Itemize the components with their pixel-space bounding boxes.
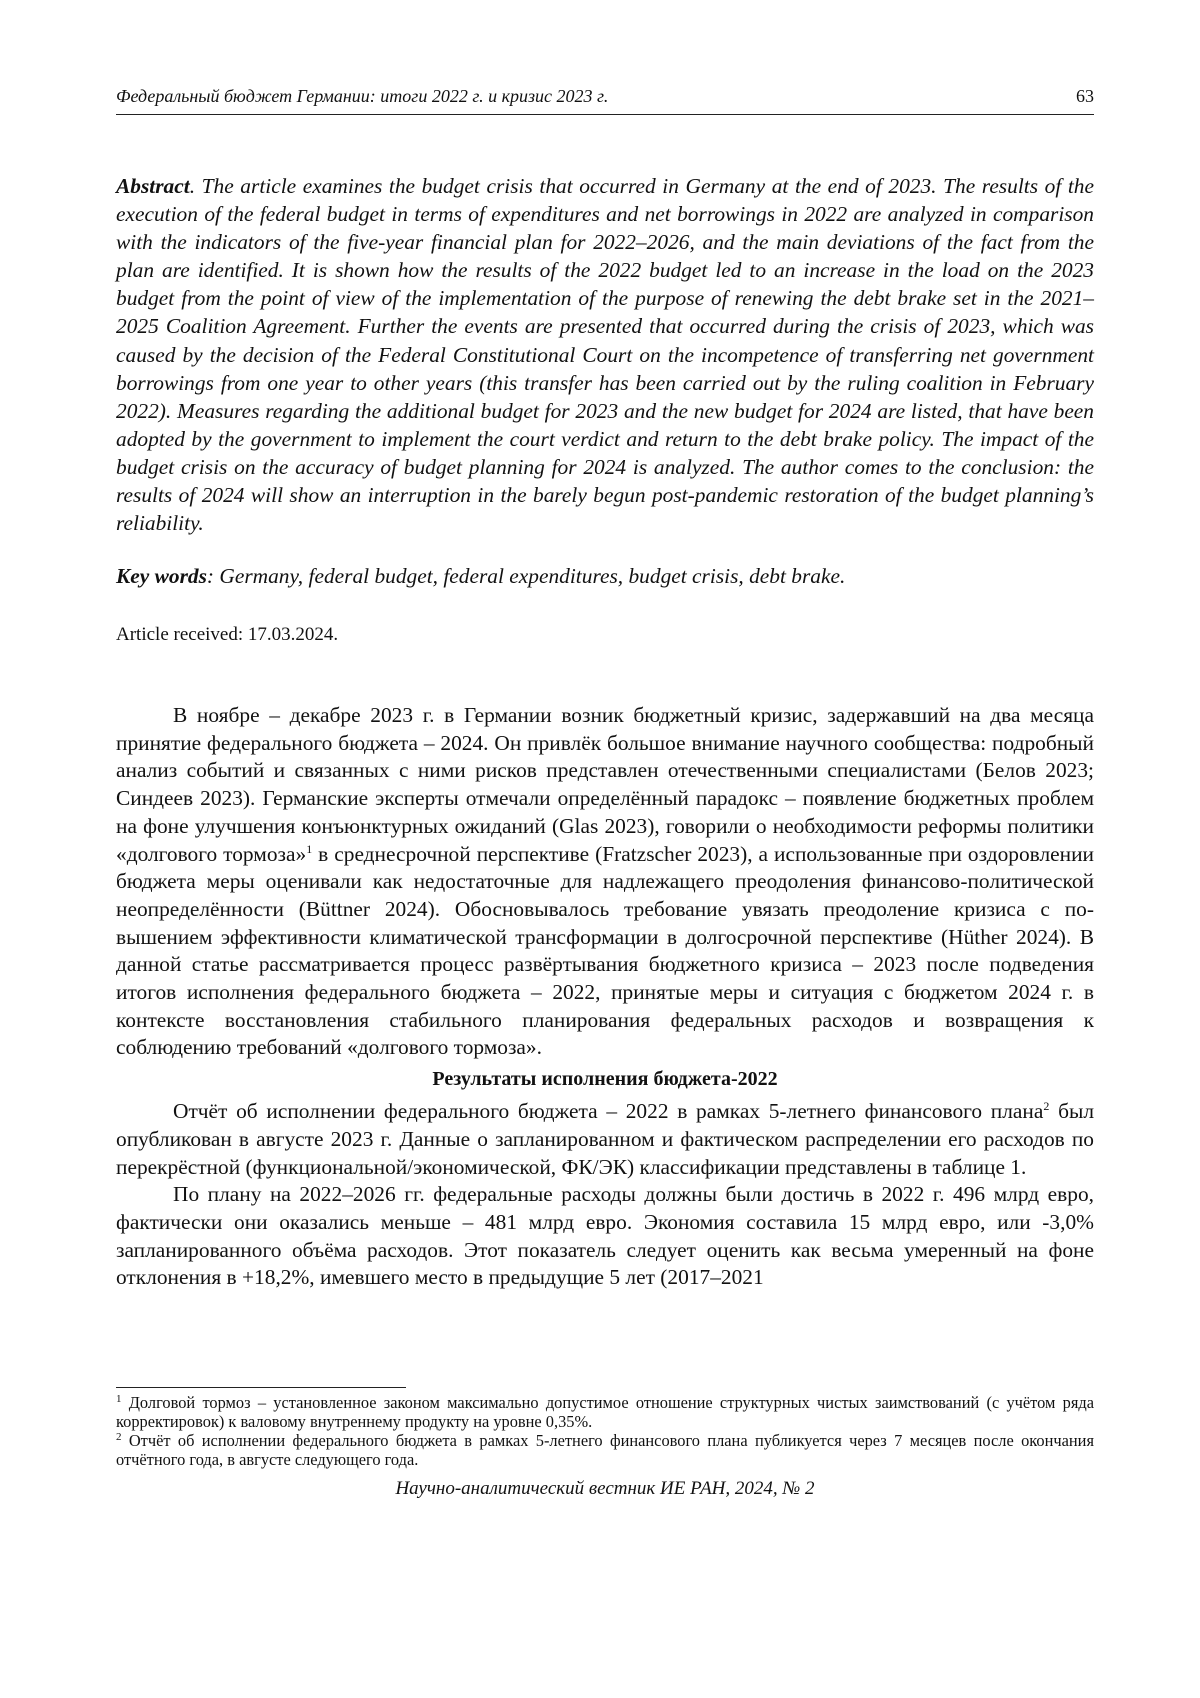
footnote-2-text: Отчёт об исполнении федерального бюджета в рамках 5-летнего финансового плана публикуется через 7 месяцев после окончания отчётного года, в августе следующего года. [116, 1431, 1094, 1469]
running-title: Федеральный бюджет Германии: итоги 2022 г. и кризис 2023 г. [116, 86, 609, 106]
paragraph-plan: По плану на 2022–2026 гг. федеральные расходы должны были достичь в 2022 г. 496 млрд евро, фактически они оказались меньше – 481 млрд евро. Экономия составила 15 млрд евро, или -3,0% запланированного объёма расходов. Этот показатель следует оценить как весьма умеренный на фоне отклонения в +18,2%, имевшего место в предыдущие 5 лет (2017–2021 [116, 1182, 1094, 1290]
keywords-label: Key words [116, 564, 207, 588]
footnote-2 [116, 1431, 1094, 1469]
paragraph-intro [116, 702, 1094, 1062]
footnote-2-number: 2 [116, 1431, 122, 1443]
footnote-divider [116, 1387, 406, 1388]
keywords-text: : Germany, federal budget, federal expenditures, budget crisis, debt brake. [206, 564, 846, 588]
abstract-label: Abstract [116, 174, 190, 198]
paragraph-report-part2: был опубликован в августе 2023 г. Данные о запланированном и фактическом распределении его расходов по перекрёстной (функциональной/экономической, ФК/ЭК) классификации представлены в таблице 1. [116, 1099, 1095, 1179]
footnote-ref-2[interactable]: 2 [1043, 1099, 1050, 1114]
paragraph-report-part1: Отчёт об исполнении федерального бюджета – 2022 в рамках 5-летнего финансового плана [173, 1099, 1044, 1124]
paragraph-report [116, 1098, 1094, 1181]
footnote-1-text: Долговой тормоз – установленное законом максимально допустимое отношение структурных чистых заимствований (с учётом ряда корректировок) к валовому внутреннему продукту на уровне 0,35%. [116, 1393, 1094, 1431]
paragraph-intro-part2: в среднесрочной перспективе (Fratzscher 2023), а использованные при оздоровлении бюджета меры оценивали как недостаточные для надлежащего преодоления финансово-политической неопределённости (Büttner 2024). Обосновывалось требование увязать преодоление кризиса с повышением эффективности климатической трансформации в долгосрочной перспективе (Hüther 2024). В данной статье рассматривается процесс развёртывания бюджетного кризиса – 2023 после подведения итогов исполнения федерального бюджета – 2022, принятые меры и ситуация с бюджетом 2024 г. в контексте восстановления стабильного планирования федеральных расходов и возвращения к соблюдению требований «долгового тормоза». [116, 841, 1094, 1060]
footnote-ref-1[interactable]: 1 [306, 841, 313, 856]
keywords [116, 562, 1094, 590]
journal-footer: Научно-аналитический вестник ИЕ РАН, 2024, № 2 [395, 1478, 815, 1499]
running-header [116, 86, 1094, 115]
body-text [116, 702, 1094, 1292]
abstract [116, 172, 1094, 537]
section-title: Результаты исполнения бюджета-2022 [432, 1068, 778, 1091]
article-received: Article received: 17.03.2024. [116, 624, 339, 645]
footnote-1 [116, 1393, 1094, 1431]
paragraph-intro-part1: В ноябре – декабре 2023 г. в Германии возник бюджетный кризис, задержавший на два месяца принятие федерального бюджета – 2024. Он привлёк большое внимание научного сообщества: подробный анализ событий и связанных с ними рисков представлен отечественными специалистами (Белов 2023; Синдеев 2023). Германские эксперты отмечали определённый парадокс – появление бюджетных проблем на фоне улучшения конъюнктурных ожиданий (Glas 2023), говорили о необходимости реформы политики «долгового тормоза» [116, 703, 1094, 866]
footnotes [116, 1393, 1094, 1469]
page-number: 63 [1076, 86, 1094, 106]
footnote-1-number: 1 [116, 1393, 122, 1405]
abstract-text: . The article examines the budget crisis that occurred in Germany at the end of 2023. The results of the execution of the federal budget in terms of expenditures and net borrowings in 2022 are analyzed in comparison with the indicators of the five-year financial plan for 2022–2026, and the main deviations of the fact from the plan are identified. It is shown how the results of the 2022 budget led to an increase in the load on the 2023 budget from the point of view of the implementation of the purpose of renewing the debt brake set in the 2021–2025 Coalition Agreement. Further the events are presented that occurred during the crisis of 2023, which was caused by the decision of the Federal Constitutional Court on the incompetence of transferring net government borrowings from one year to other years (this transfer has been carried out by the ruling coalition in February 2022). Measures regarding the additional budget for 2023 and the new budget for 2024 are listed, that have been adopted by the government to implement the court verdict and return to the debt brake policy. The impact of the budget crisis on the accuracy of budget planning for 2024 is analyzed. The author comes to the conclusion: the results of 2024 will show an interruption in the barely begun post-pandemic restoration of the budget planning’s reliability. [116, 174, 1094, 536]
